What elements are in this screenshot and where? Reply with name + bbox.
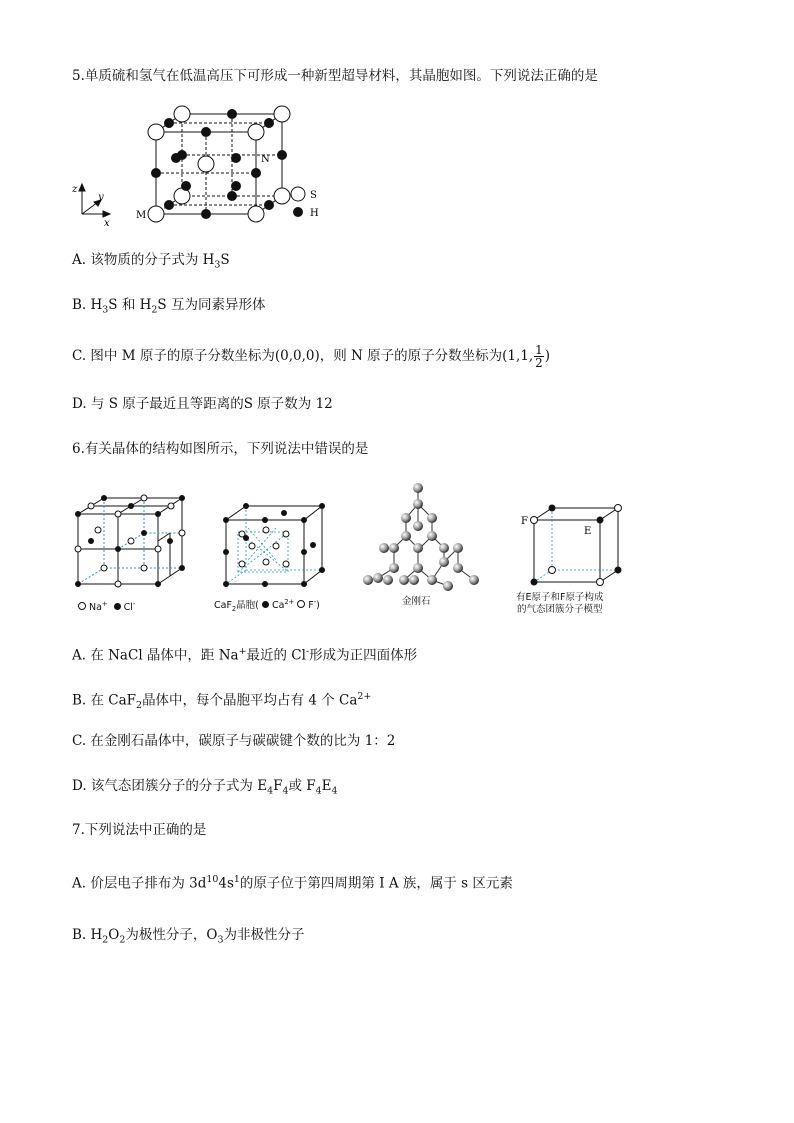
q6-option-d: D. 该气态团簇分子的分子式为 $E_4F_4$或 $F_4E_4$ [72, 778, 338, 797]
cl-marker-icon [114, 603, 121, 610]
axis-y-label: y [98, 192, 104, 203]
label-n: N [261, 154, 270, 165]
ca-marker-icon [262, 601, 269, 608]
q6-caf2-figure [218, 500, 328, 588]
q6-caf2-caption: CaF$_2$晶胞( $Ca^{2+}$ F-) [214, 598, 320, 614]
q6-diamond-caption: 金刚石 [402, 596, 431, 607]
q6-diamond-figure [356, 482, 486, 592]
q7-option-a: A. 价层电子排布为 $3d^{10}4s^1$的原子位于第四周期第 Ⅰ A 族，属于 s 区元素 [72, 874, 513, 892]
f-marker-icon [297, 600, 305, 608]
q7-stem: 7.下列说法中正确的是 [72, 822, 207, 838]
label-f: F [521, 516, 528, 527]
q6-stem: 6.有关晶体的结构如图所示，下列说法中错误的是 [72, 441, 369, 457]
q7-option-b: B. $H_2O_2$为极性分子，$O_3$为非极性分子 [72, 927, 305, 946]
legend-s-marker [291, 187, 305, 201]
q6-nacl-caption: Na+ Cl- [78, 598, 135, 614]
axis-z-label: z [72, 184, 78, 195]
na-marker-icon [78, 602, 86, 610]
legend-h-marker [293, 207, 303, 217]
fraction-one-half: $\frac{1}{2}$ [535, 343, 543, 370]
label-e: E [584, 526, 592, 537]
q5-option-a: A. 该物质的分子式为 $H_3S$ [72, 252, 230, 271]
q6-cluster-caption: 有E原子和F原子构成 的气态团簇分子模型 [516, 592, 604, 615]
q6-cluster-figure [512, 500, 632, 592]
axis-x-label: x [104, 218, 110, 227]
legend-s-label: S [310, 190, 317, 201]
q5-unit-cell-figure [70, 102, 330, 227]
q5-option-c: C. 图中 M 原子的原子分数坐标为(0,0,0)，则 N 原子的原子分数坐标为(1,1, $\frac{1}{2}$ ) [72, 343, 551, 370]
q5-option-d: D. 与 S 原子最近且等距离的S 原子数为 12 [72, 396, 333, 412]
q5-stem: 5.单质硫和氢气在低温高压下可形成一种新型超导材料，其晶胞如图。下列说法正确的是 [72, 68, 598, 84]
q6-option-b: B. 在 CaF$_2$晶体中，每个晶胞平均占有 4 个 $Ca^{2+}$ [72, 691, 372, 712]
q6-option-c: C. 在金刚石晶体中，碳原子与碳碳键个数的比为 1：2 [72, 733, 396, 749]
q6-option-a: A. 在 NaCl 晶体中，距 Na+最近的 Cl-形成为正四面体形 [72, 646, 418, 664]
legend-h-label: H [310, 208, 319, 219]
q6-nacl-figure [68, 490, 186, 590]
q5-option-b: B. $H_3S$ 和 $H_2S$ 互为同素异形体 [72, 297, 266, 316]
label-m: M [136, 210, 147, 221]
